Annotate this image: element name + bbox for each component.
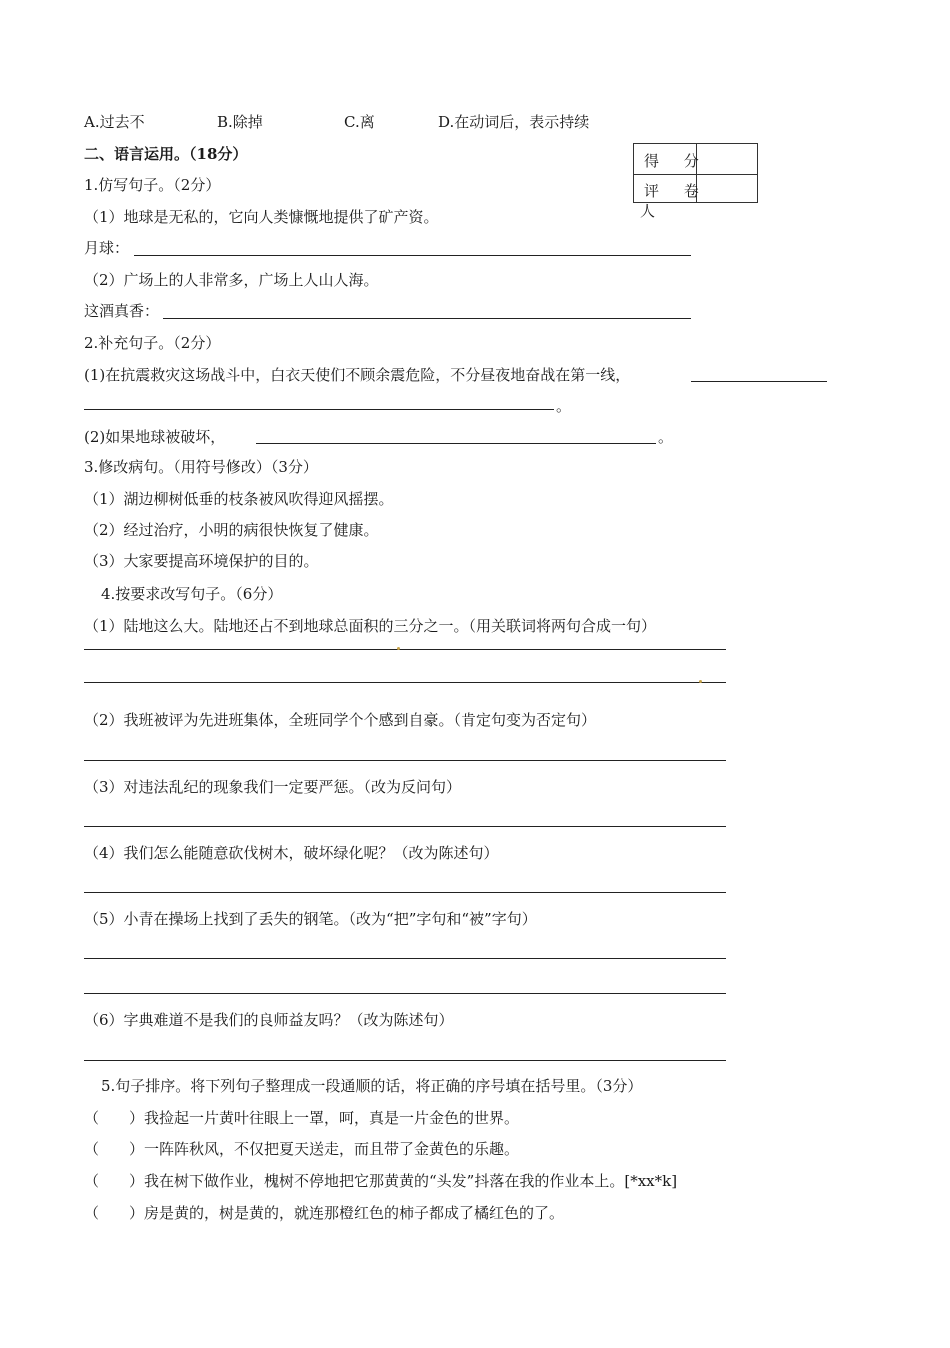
q1-prompt-1: 月球： <box>84 239 130 257</box>
option-b: B.除掉 <box>217 113 263 131</box>
q1-sentence-1: （1）地球是无私的，它向人类慷慨地提供了矿产资。 <box>84 208 439 226</box>
section-title: 二、语言运用。（18分） <box>84 145 248 163</box>
q4-answer-line-3[interactable] <box>84 826 726 827</box>
q1-title: 1.仿写句子。（2分） <box>84 176 221 194</box>
q4-sentence-2: （2）我班被评为先进班集体，全班同学个个感到自豪。（肯定句变为否定句） <box>84 711 597 729</box>
q2-title: 2.补充句子。（2分） <box>84 334 221 352</box>
q4-answer-line-1b[interactable] <box>84 682 726 683</box>
q4-sentence-5: （5）小青在操场上找到了丢失的钢笔。（改为“把”字句和“被”字句） <box>84 910 537 928</box>
q5-sentence-2[interactable]: （ ）一阵阵秋风，不仅把夏天送走，而且带了金黄色的乐趣。 <box>84 1140 520 1158</box>
q2-sentence-1: (1)在抗震救灾这场战斗中，白衣天使们不顾余震危险，不分昼夜地奋战在第一线， <box>84 366 631 384</box>
scan-artifact-dot <box>397 647 400 650</box>
q4-sentence-1: （1）陆地这么大。陆地还占不到地球总面积的三分之一。（用关联词将两句合成一句） <box>84 617 657 635</box>
q5-sentence-4[interactable]: （ ）房是黄的，树是黄的，就连那橙红色的柿子都成了橘红色的了。 <box>84 1204 565 1222</box>
q4-sentence-6: （6）字典难道不是我们的良师益友吗？（改为陈述句） <box>84 1011 454 1029</box>
q3-title: 3.修改病句。（用符号修改）（3分） <box>84 458 318 476</box>
q4-title: 4.按要求改写句子。（6分） <box>101 585 283 603</box>
q3-sentence-3: （3）大家要提高环境保护的目的。 <box>84 552 319 570</box>
q1-prompt-2: 这酒真香： <box>84 302 160 320</box>
q5-sentence-1[interactable]: （ ）我捡起一片黄叶往眼上一罩，呵，真是一片金色的世界。 <box>84 1109 520 1127</box>
q5-sentence-3[interactable]: （ ）我在树下做作业，槐树不停地把它那黄黄的“头发”抖落在我的作业本上。[*xx*k] <box>84 1172 678 1190</box>
score-box <box>633 143 758 203</box>
q4-answer-line-5b[interactable] <box>84 993 726 994</box>
q4-sentence-3: （3）对违法乱纪的现象我们一定要严惩。（改为反问句） <box>84 778 462 796</box>
q1-answer-line-2[interactable] <box>163 318 691 319</box>
q4-answer-line-6[interactable] <box>84 1060 726 1061</box>
scan-artifact-dot <box>699 680 702 683</box>
q5-title: 5.句子排序。将下列句子整理成一段通顺的话，将正确的序号填在括号里。（3分） <box>101 1077 643 1095</box>
q1-sentence-2: （2）广场上的人非常多，广场上人山人海。 <box>84 271 379 289</box>
option-c: C.离 <box>344 113 375 131</box>
option-a: A.过去不 <box>84 113 145 131</box>
q2-answer-line-1a[interactable] <box>691 381 827 382</box>
q4-sentence-4: （4）我们怎么能随意砍伐树木，破坏绿化呢？（改为陈述句） <box>84 844 499 862</box>
q2-sentence-2: (2)如果地球被破坏， <box>84 428 226 446</box>
grader-label-overflow: 人 <box>640 202 656 220</box>
q4-answer-line-4[interactable] <box>84 892 726 893</box>
q4-answer-line-1a[interactable] <box>84 649 726 650</box>
q2-answer-line-1b[interactable] <box>84 409 554 410</box>
q1-answer-line-1[interactable] <box>134 255 691 256</box>
q4-answer-line-5a[interactable] <box>84 958 726 959</box>
q2-answer-line-2[interactable] <box>256 443 656 444</box>
q2-sentence-1-end: 。 <box>556 397 572 415</box>
q4-answer-line-2[interactable] <box>84 760 726 761</box>
option-d: D.在动词后，表示持续 <box>438 113 590 131</box>
score-label: 得 分 <box>644 152 709 170</box>
q2-sentence-2-end: 。 <box>658 428 674 446</box>
q3-sentence-1: （1）湖边柳树低垂的枝条被风吹得迎风摇摆。 <box>84 490 394 508</box>
q3-sentence-2: （2）经过治疗，小明的病很快恢复了健康。 <box>84 521 379 539</box>
grader-label: 评 卷 <box>644 182 709 200</box>
